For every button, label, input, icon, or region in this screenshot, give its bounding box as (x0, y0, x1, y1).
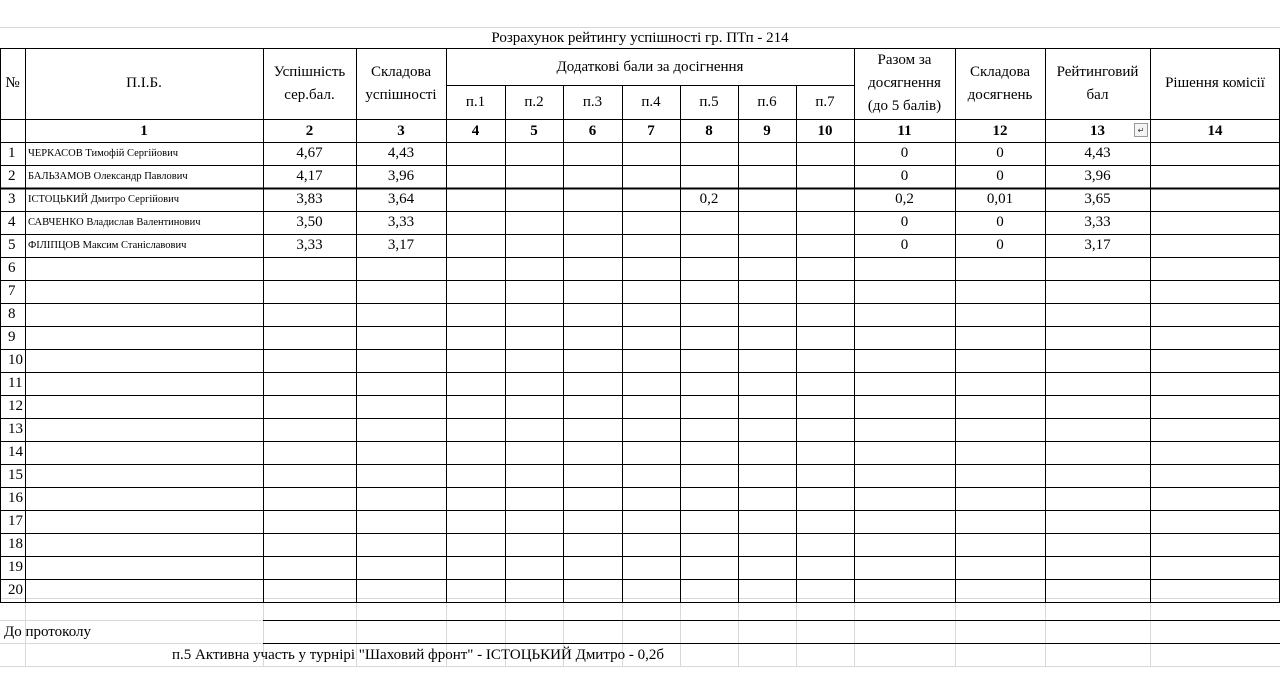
header-success-comp-line1: Складова (370, 63, 432, 80)
column-number: 6 (588, 122, 597, 139)
header-success-avg (263, 48, 356, 119)
header-extra-item: п.2 (524, 94, 544, 110)
header-total (854, 48, 955, 119)
protocol-note: п.5 Активна участь у турнірі "Шаховий фронт" - ІСТОЦЬКИЙ Дмитро - 0,2б (172, 646, 664, 663)
extra-p5-cell[interactable]: 0,2 (699, 191, 719, 207)
column-number: 4 (471, 122, 480, 139)
success-comp-cell[interactable]: 3,17 (387, 237, 415, 253)
rating-cell[interactable]: 4,43 (1084, 145, 1111, 161)
row-number: 18 (8, 536, 23, 552)
row-number: 10 (8, 352, 23, 368)
row-number: 14 (8, 444, 23, 460)
header-extra-item: п.4 (641, 94, 661, 110)
header-achieve-comp (955, 48, 1045, 119)
total-achievements-cell[interactable]: 0 (900, 168, 909, 184)
header-total-line2: досягнення (868, 75, 941, 91)
column-number: 14 (1207, 122, 1223, 139)
column-number: 13 (1090, 122, 1105, 139)
success-avg-cell[interactable]: 3,83 (296, 191, 323, 207)
row-number: 16 (8, 490, 23, 506)
rating-cell[interactable]: 3,17 (1084, 237, 1111, 253)
achieve-comp-cell[interactable]: 0,01 (986, 191, 1014, 207)
row-number: 20 (8, 582, 23, 598)
success-comp-cell[interactable]: 3,96 (387, 168, 415, 184)
row-number: 19 (8, 559, 23, 575)
rating-cell[interactable]: 3,96 (1084, 168, 1111, 184)
header-total-line3: (до 5 балів) (867, 98, 942, 114)
filter-dropdown-icon[interactable]: ↵ (1134, 123, 1148, 137)
row-number: 2 (8, 168, 16, 184)
student-name-cell[interactable]: САВЧЕНКО Владислав Валентинович (28, 217, 201, 228)
header-rating-line2: бал (1086, 86, 1109, 103)
column-number: 7 (647, 122, 655, 139)
student-name-cell[interactable]: БАЛЬЗАМОВ Олександр Павлович (28, 171, 188, 182)
row-number: 17 (8, 513, 23, 529)
achieve-comp-cell[interactable]: 0 (996, 214, 1004, 230)
header-pib: П.І.Б. (126, 75, 162, 91)
header-achieve-comp-line2: досягнень (967, 86, 1033, 103)
rating-cell[interactable]: 3,33 (1084, 214, 1111, 230)
row-number: 9 (8, 329, 16, 345)
extra-p5-cell[interactable] (680, 211, 738, 234)
header-success-comp-line2: успішності (365, 86, 437, 103)
row-number: 13 (8, 421, 23, 437)
column-number: 12 (992, 122, 1008, 139)
success-avg-cell[interactable]: 4,67 (296, 145, 323, 161)
header-success-avg-line1: Успішність (273, 63, 346, 80)
header-num: № (5, 75, 20, 91)
success-comp-cell[interactable]: 3,64 (387, 191, 415, 207)
column-number: 11 (897, 122, 912, 139)
row-number: 4 (8, 214, 16, 230)
column-number: 1 (140, 122, 148, 139)
sheet-title: Розрахунок рейтингу успішності гр. ПТп - 214 (491, 29, 789, 46)
row-number: 1 (8, 145, 16, 161)
column-number: 5 (530, 122, 538, 139)
header-achieve-comp-line1: Складова (969, 63, 1031, 80)
column-number: 9 (763, 122, 771, 139)
achieve-comp-cell[interactable]: 0 (996, 145, 1004, 161)
row-number: 3 (8, 191, 16, 207)
achieve-comp-cell[interactable]: 0 (996, 168, 1004, 184)
total-achievements-cell[interactable]: 0 (900, 214, 909, 230)
extra-p5-cell[interactable] (680, 142, 738, 165)
total-achievements-cell[interactable]: 0 (900, 145, 909, 161)
header-extra-item: п.3 (582, 94, 603, 110)
success-avg-cell[interactable]: 3,50 (296, 214, 323, 230)
header-decision: Рішення комісії (1165, 75, 1265, 91)
achieve-comp-cell[interactable]: 0 (996, 237, 1004, 253)
header-extra-item: п.5 (699, 94, 719, 110)
total-achievements-cell[interactable]: 0 (900, 237, 909, 253)
header-extra-item: п.6 (757, 94, 777, 110)
row-number: 11 (8, 375, 23, 391)
row-number: 8 (8, 306, 16, 322)
column-number: 10 (817, 122, 833, 139)
student-name-cell[interactable]: ФІЛІПЦОВ Максим Станіславович (28, 240, 187, 251)
column-number: 3 (397, 122, 405, 139)
column-number: 8 (705, 122, 713, 139)
header-extra-item: п.1 (465, 94, 486, 110)
row-number: 7 (8, 283, 16, 299)
success-avg-cell[interactable]: 4,17 (296, 168, 323, 184)
header-success-comp (356, 48, 446, 119)
total-achievements-cell[interactable]: 0,2 (895, 191, 914, 207)
row-number: 6 (8, 260, 16, 276)
header-success-avg-line2: сер.бал. (284, 86, 335, 103)
header-extra-points: Додаткові бали за досігнення (556, 58, 744, 75)
extra-p5-cell[interactable] (680, 234, 738, 257)
success-comp-cell[interactable]: 3,33 (387, 214, 415, 230)
header-rating-line1: Рейтинговий (1056, 63, 1139, 80)
header-rating (1045, 48, 1150, 119)
success-comp-cell[interactable]: 4,43 (387, 145, 415, 161)
student-name-cell[interactable]: ЧЕРКАСОВ Тимофій Сергійович (28, 148, 178, 159)
row-number: 5 (8, 237, 16, 253)
header-total-line1: Разом за (877, 52, 932, 68)
row-number: 12 (8, 398, 23, 414)
column-number: 2 (305, 122, 314, 139)
row-number: 15 (8, 467, 23, 483)
header-extra-item: п.7 (815, 94, 835, 110)
success-avg-cell[interactable]: 3,33 (296, 237, 323, 253)
student-name-cell[interactable]: ІСТОЦЬКИЙ Дмитро Сергійович (28, 194, 180, 205)
extra-p5-cell[interactable] (680, 165, 738, 188)
rating-cell[interactable]: 3,65 (1084, 191, 1111, 207)
protocol-label: До протоколу (4, 623, 91, 640)
